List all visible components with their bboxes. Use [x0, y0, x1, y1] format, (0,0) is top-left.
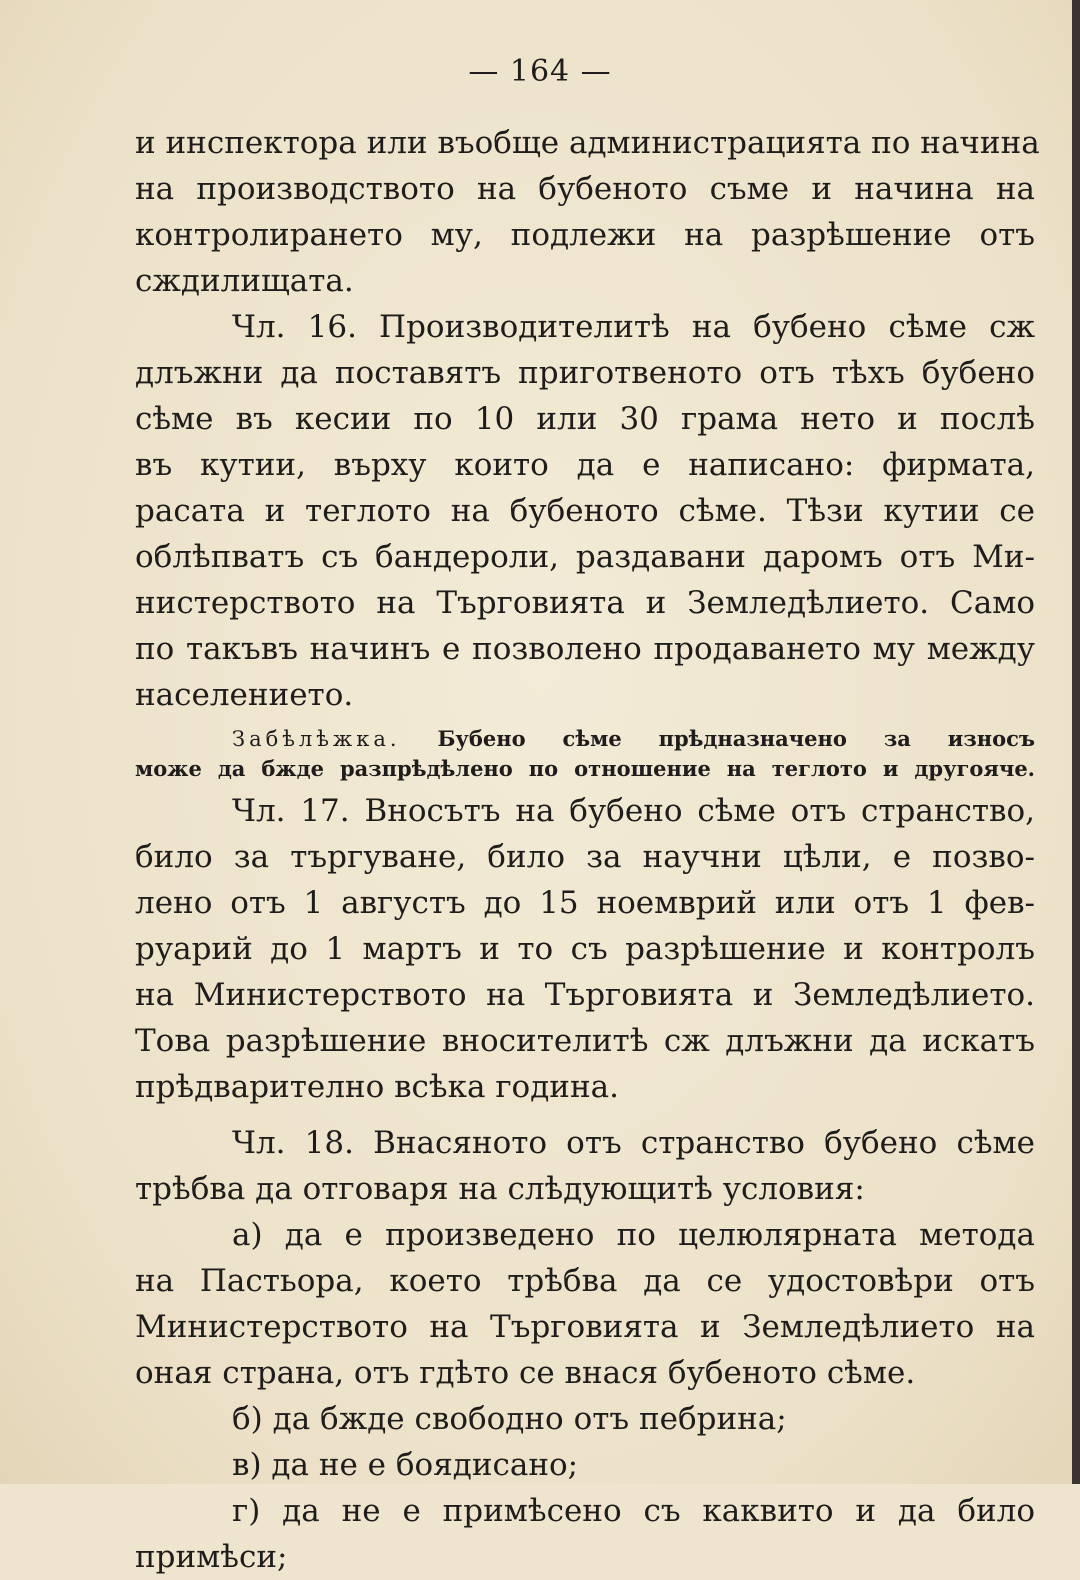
text-line: нистерството на Търговията и Земледѣлието. Само	[135, 585, 1035, 621]
text-line: Това разрѣшение вносителитѣ сж длъжни да искатъ	[135, 1023, 1035, 1059]
text-line: въ кутии, върху които да е написано: фирмата,	[135, 447, 1035, 483]
note-label: Забѣлѣжка.	[232, 727, 401, 751]
article-16-line: Чл. 16. Производителитѣ на бубено сѣме сж	[232, 309, 1035, 345]
article-18-line: Чл. 18. Внасяното отъ странство бубено сѣме	[232, 1125, 1035, 1161]
page-edge-shadow	[1072, 0, 1080, 1484]
text-line: Министерството на Търговията и Земледѣлието на	[135, 1309, 1035, 1345]
paragraph-gap	[135, 1110, 1035, 1120]
text-line: примѣси;	[135, 1539, 288, 1575]
article-17-line: Чл. 17. Вносътъ на бубено сѣме отъ странство,	[232, 793, 1035, 829]
text-line: сѣме въ кесии по 10 или 30 грама нето и послѣ	[135, 401, 1035, 437]
condition-a-line: а) да е произведено по целюлярната метода	[232, 1217, 1035, 1253]
condition-d-line: г) да не е примѣсено съ каквито и да било	[232, 1493, 1035, 1529]
text-line: прѣдварително всѣка година.	[135, 1069, 619, 1105]
text-line: сждилищата.	[135, 263, 354, 299]
text-line: на Пастьора, което трѣбва да се удостовѣри отъ	[135, 1263, 1035, 1299]
text-line: оная страна, отъ гдѣто се внася бубеното сѣме.	[135, 1355, 916, 1391]
text-line: расата и теглото на бубеното сѣме. Тѣзи кутии се	[135, 493, 1035, 529]
condition-c-line: в) да не е боядисано;	[232, 1447, 579, 1483]
text-line: на производството на бубеното съме и начина на	[135, 171, 1035, 207]
text-line: по такъвъ начинъ е позволено продаването му между	[135, 631, 1035, 667]
text-line: и инспектора или въобще администрацията по начина	[135, 125, 1040, 161]
page-number: — 164 —	[468, 54, 612, 89]
text-line: било за търгуване, било за научни цѣли, е позво-	[135, 839, 1035, 875]
text-line: трѣбва да отговаря на слѣдующитѣ условия:	[135, 1171, 865, 1207]
text-line: облѣпватъ съ бандероли, раздавани даромъ отъ Ми-	[135, 539, 1035, 575]
condition-b-line: б) да бжде свободно отъ пебрина;	[232, 1401, 787, 1437]
note-text: Бубено сѣме прѣдназначено за износъ	[437, 726, 1035, 751]
note-line: може да бжде разпрѣдѣлено по отношение на теглото и другояче.	[135, 756, 1035, 781]
text-line: лено отъ 1 августъ до 15 ноемврий или отъ 1 фев-	[135, 885, 1035, 921]
page-body	[135, 120, 1040, 1580]
text-line: длъжни да поставятъ приготвеното отъ тѣхъ бубено	[135, 355, 1035, 391]
text-line: контролирането му, подлежи на разрѣшение отъ	[135, 217, 1035, 253]
text-line: руарий до 1 мартъ и то съ разрѣшение и контролъ	[135, 931, 1035, 967]
note-line	[135, 724, 1035, 754]
text-line: населението.	[135, 677, 354, 713]
text-line: на Министерството на Търговията и Земледѣлието.	[135, 977, 1035, 1013]
